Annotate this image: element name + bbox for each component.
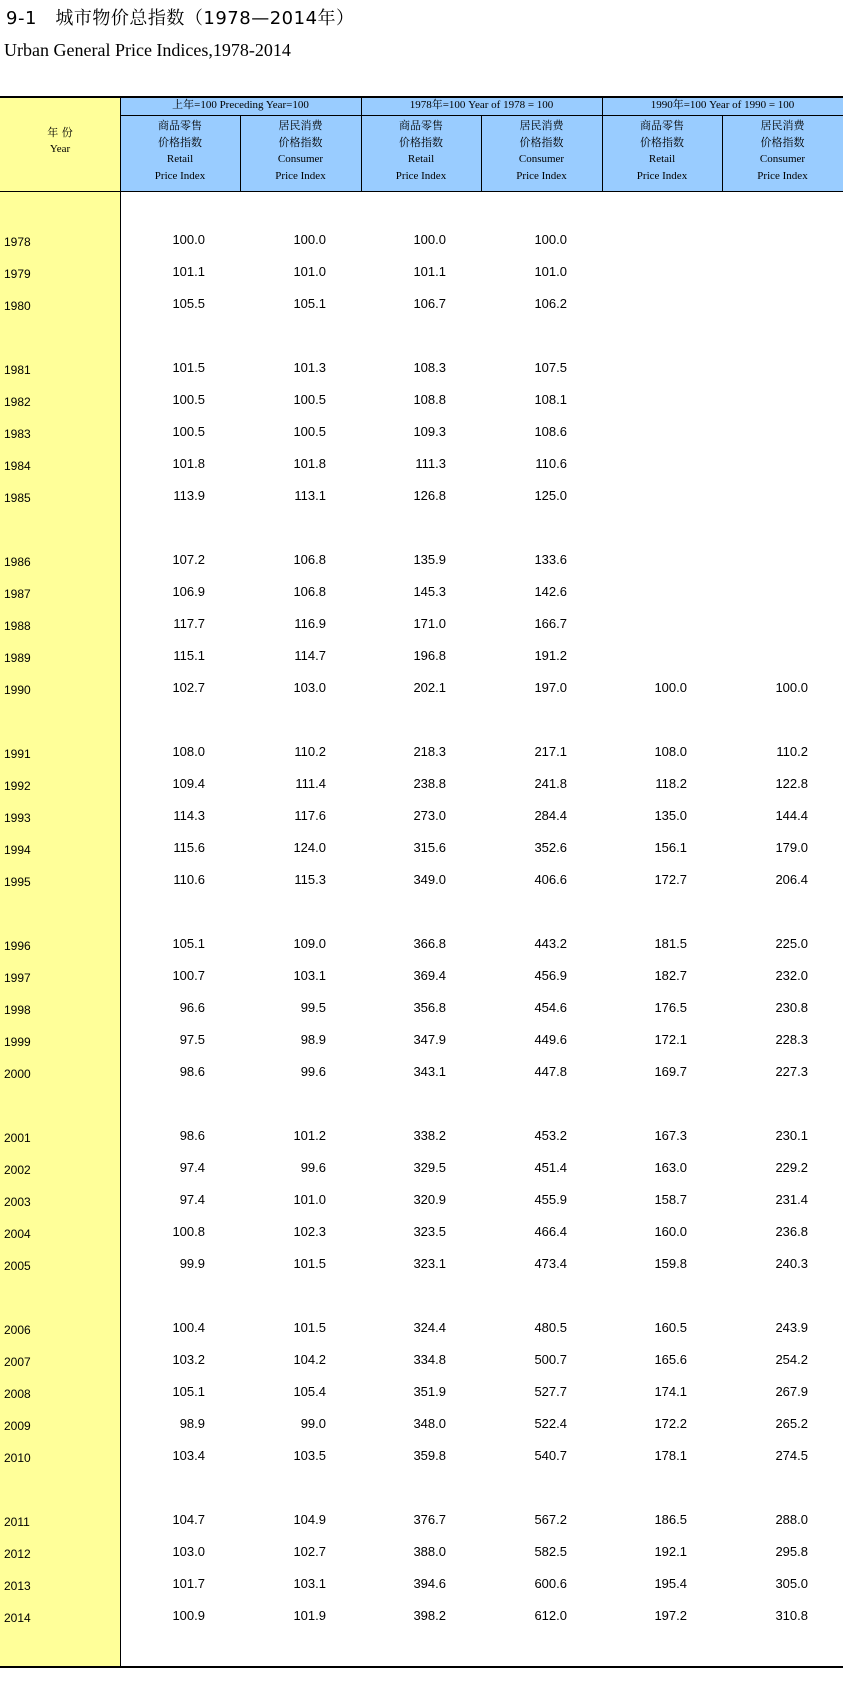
table-cell: 113.1 — [294, 488, 326, 503]
sub-header-line: Price Index — [757, 170, 808, 182]
sub-header-consumer — [240, 117, 361, 185]
table-cell: 398.2 — [413, 1608, 446, 1623]
group-divider-2 — [602, 96, 603, 192]
year-label: 1992 — [4, 779, 31, 793]
table-cell: 101.5 — [293, 1256, 326, 1271]
year-label: 1993 — [4, 811, 31, 825]
table-cell: 109.0 — [293, 936, 326, 951]
table-cell: 104.7 — [172, 1512, 205, 1527]
sub-header-line: Consumer — [759, 153, 806, 165]
table-cell: 108.0 — [172, 744, 205, 759]
table-cell: 99.9 — [179, 1256, 205, 1271]
table-cell: 349.0 — [413, 872, 446, 887]
year-label: 2007 — [4, 1355, 31, 1369]
year-header-en: Year — [49, 143, 71, 155]
page-subtitle: Urban General Price Indices,1978-2014 — [4, 40, 291, 60]
table-cell: 473.4 — [534, 1256, 567, 1271]
table-cell: 106.8 — [293, 552, 326, 567]
table-cell: 100.0 — [654, 680, 687, 695]
table-cell: 99.5 — [300, 1000, 326, 1015]
table-cell: 114.3 — [173, 808, 205, 823]
table-cell: 228.3 — [775, 1032, 808, 1047]
table-cell: 100.0 — [775, 680, 808, 695]
table-cell: 102.3 — [293, 1224, 326, 1239]
table-cell: 338.2 — [413, 1128, 446, 1143]
year-label: 1998 — [4, 1003, 31, 1017]
table-cell: 315.6 — [413, 840, 446, 855]
table-cell: 99.6 — [300, 1064, 326, 1079]
table-cell: 114.7 — [294, 648, 326, 663]
table-cell: 101.3 — [293, 360, 326, 375]
table-cell: 295.8 — [775, 1544, 808, 1559]
table-cell: 231.4 — [775, 1192, 808, 1207]
table-cell: 165.6 — [654, 1352, 687, 1367]
table-cell: 105.4 — [293, 1384, 326, 1399]
table-cell: 111.3 — [415, 456, 446, 471]
table-cell: 181.5 — [654, 936, 687, 951]
table-cell: 356.8 — [413, 1000, 446, 1015]
table-cell: 126.8 — [413, 488, 446, 503]
table-cell: 453.2 — [534, 1128, 567, 1143]
table-cell: 109.4 — [172, 776, 205, 791]
sub-header-line: Retail — [648, 153, 676, 165]
group-header-preceding-year: 上年=100 Preceding Year=100 — [172, 99, 309, 111]
table-cell: 108.3 — [413, 360, 446, 375]
table-cell: 388.0 — [413, 1544, 446, 1559]
group-divider-1 — [361, 96, 362, 192]
table-cell: 100.9 — [172, 1608, 205, 1623]
table-cell: 540.7 — [534, 1448, 567, 1463]
year-label: 2013 — [4, 1579, 31, 1593]
table-cell: 100.8 — [172, 1224, 205, 1239]
sub-header-line: 价格指数 — [640, 136, 684, 149]
year-label: 1978 — [4, 235, 31, 249]
sub-header-retail — [602, 117, 722, 185]
table-cell: 240.3 — [775, 1256, 808, 1271]
table-cell: 310.8 — [775, 1608, 808, 1623]
sub-header-line: Consumer — [277, 153, 324, 165]
table-cell: 109.3 — [413, 424, 446, 439]
table-cell: 108.6 — [534, 424, 567, 439]
table-cell: 196.8 — [413, 648, 446, 663]
sub-header-line: Price Index — [154, 170, 206, 182]
table-cell: 343.1 — [413, 1064, 446, 1079]
year-label: 2001 — [4, 1131, 31, 1145]
table-cell: 144.4 — [775, 808, 808, 823]
table-cell: 99.0 — [300, 1416, 326, 1431]
table-cell: 230.1 — [775, 1128, 808, 1143]
table-cell: 110.6 — [535, 456, 567, 471]
table-cell: 105.1 — [172, 1384, 205, 1399]
year-header — [0, 124, 120, 158]
table-cell: 176.5 — [654, 1000, 687, 1015]
table-cell: 163.0 — [654, 1160, 687, 1175]
sub-header-line: Price Index — [636, 170, 688, 182]
table-cell: 98.9 — [300, 1032, 326, 1047]
table-cell: 104.9 — [293, 1512, 326, 1527]
table-cell: 172.7 — [654, 872, 687, 887]
table-cell: 352.6 — [534, 840, 567, 855]
table-cell: 267.9 — [775, 1384, 808, 1399]
table-cell: 101.0 — [534, 264, 567, 279]
table-cell: 101.9 — [293, 1608, 326, 1623]
table-cell: 111.4 — [295, 776, 326, 791]
table-cell: 107.2 — [172, 552, 205, 567]
table-cell: 158.7 — [654, 1192, 687, 1207]
table-cell: 241.8 — [534, 776, 567, 791]
table-cell: 101.5 — [172, 360, 205, 375]
year-label: 1981 — [4, 363, 31, 377]
table-cell: 466.4 — [534, 1224, 567, 1239]
table-cell: 171.0 — [413, 616, 446, 631]
table-cell: 100.5 — [172, 392, 205, 407]
table-cell: 218.3 — [413, 744, 446, 759]
table-cell: 197.2 — [654, 1608, 687, 1623]
table-cell: 243.9 — [775, 1320, 808, 1335]
table-cell: 145.3 — [413, 584, 446, 599]
sub-header-line: 商品零售 — [399, 119, 443, 132]
table-cell: 449.6 — [534, 1032, 567, 1047]
table-cell: 160.5 — [654, 1320, 687, 1335]
year-label: 1987 — [4, 587, 31, 601]
table-cell: 192.1 — [654, 1544, 687, 1559]
table-cell: 105.1 — [293, 296, 326, 311]
table-cell: 567.2 — [534, 1512, 567, 1527]
table-cell: 229.2 — [775, 1160, 808, 1175]
table-cell: 274.5 — [775, 1448, 808, 1463]
sub-header-consumer — [722, 117, 843, 185]
table-cell: 105.5 — [172, 296, 205, 311]
year-label: 1986 — [4, 555, 31, 569]
table-cell: 178.1 — [654, 1448, 687, 1463]
year-label: 1994 — [4, 843, 31, 857]
table-cell: 156.1 — [654, 840, 687, 855]
year-label: 1991 — [4, 747, 31, 761]
year-label: 1980 — [4, 299, 31, 313]
table-cell: 320.9 — [413, 1192, 446, 1207]
sub-header-line: 价格指数 — [399, 136, 443, 149]
table-cell: 323.1 — [413, 1256, 446, 1271]
year-header-cn: 年 份 — [47, 126, 73, 139]
sub-divider-2 — [481, 115, 482, 192]
table-cell: 99.6 — [300, 1160, 326, 1175]
table-cell: 186.5 — [654, 1512, 687, 1527]
table-cell: 376.7 — [413, 1512, 446, 1527]
table-bottom-border — [0, 1666, 843, 1668]
table-cell: 324.4 — [413, 1320, 446, 1335]
table-cell: 102.7 — [293, 1544, 326, 1559]
sub-header-retail — [120, 117, 240, 185]
sub-header-line: Price Index — [275, 170, 326, 182]
sub-header-line: 商品零售 — [158, 119, 202, 132]
table-cell: 366.8 — [413, 936, 446, 951]
table-cell: 102.7 — [172, 680, 205, 695]
sub-divider-3 — [722, 115, 723, 192]
table-cell: 100.0 — [293, 232, 326, 247]
year-label: 1989 — [4, 651, 31, 665]
table-cell: 101.1 — [413, 264, 446, 279]
table-cell: 394.6 — [413, 1576, 446, 1591]
table-cell: 116.9 — [294, 616, 326, 631]
table-cell: 600.6 — [534, 1576, 567, 1591]
year-label: 2003 — [4, 1195, 31, 1209]
sub-divider-1 — [240, 115, 241, 192]
year-label: 1982 — [4, 395, 31, 409]
table-cell: 288.0 — [775, 1512, 808, 1527]
year-label: 1995 — [4, 875, 31, 889]
year-label: 1988 — [4, 619, 31, 633]
page-title: 9-1 城市物价总指数（1978—2014年） — [6, 8, 355, 29]
table-cell: 100.4 — [172, 1320, 205, 1335]
table-cell: 100.0 — [534, 232, 567, 247]
table-cell: 101.8 — [293, 456, 326, 471]
table-cell: 100.7 — [172, 968, 205, 983]
sub-header-line: 商品零售 — [640, 119, 684, 132]
year-label: 1999 — [4, 1035, 31, 1049]
sub-header-line: 价格指数 — [760, 136, 805, 149]
table-cell: 103.4 — [172, 1448, 205, 1463]
table-cell: 101.8 — [172, 456, 205, 471]
sub-header-line: 居民消费 — [760, 119, 805, 132]
table-cell: 202.1 — [413, 680, 446, 695]
table-cell: 107.5 — [534, 360, 567, 375]
sub-header-consumer — [481, 117, 602, 185]
sub-header-line: 居民消费 — [278, 119, 323, 132]
table-cell: 100.0 — [413, 232, 446, 247]
year-label: 1996 — [4, 939, 31, 953]
table-cell: 455.9 — [534, 1192, 567, 1207]
table-cell: 103.0 — [172, 1544, 205, 1559]
table-cell: 101.0 — [293, 1192, 326, 1207]
table-cell: 305.0 — [775, 1576, 808, 1591]
table-cell: 230.8 — [775, 1000, 808, 1015]
table-cell: 135.9 — [413, 552, 446, 567]
table-cell: 97.4 — [179, 1192, 205, 1207]
table-cell: 100.0 — [172, 232, 205, 247]
table-cell: 98.6 — [179, 1128, 205, 1143]
table-cell: 142.6 — [534, 584, 567, 599]
year-label: 2011 — [4, 1515, 30, 1529]
table-cell: 195.4 — [654, 1576, 687, 1591]
table-cell: 122.8 — [775, 776, 808, 791]
table-cell: 100.5 — [293, 392, 326, 407]
table-cell: 191.2 — [534, 648, 567, 663]
sub-header-line: Retail — [407, 153, 435, 165]
table-cell: 522.4 — [534, 1416, 567, 1431]
table-cell: 347.9 — [413, 1032, 446, 1047]
sub-header-line: 价格指数 — [519, 136, 564, 149]
table-cell: 101.5 — [293, 1320, 326, 1335]
sub-header-line: Consumer — [518, 153, 565, 165]
table-cell: 612.0 — [534, 1608, 567, 1623]
table-cell: 225.0 — [775, 936, 808, 951]
table-cell: 451.4 — [534, 1160, 567, 1175]
table-cell: 100.5 — [172, 424, 205, 439]
table-cell: 103.1 — [293, 1576, 326, 1591]
table-cell: 101.7 — [172, 1576, 205, 1591]
table-cell: 103.1 — [293, 968, 326, 983]
table-cell: 115.6 — [173, 840, 205, 855]
table-cell: 172.1 — [654, 1032, 687, 1047]
table-cell: 125.0 — [534, 488, 567, 503]
table-cell: 118.2 — [655, 776, 687, 791]
table-cell: 106.7 — [413, 296, 446, 311]
table-cell: 106.9 — [172, 584, 205, 599]
sub-header-retail — [361, 117, 481, 185]
table-cell: 97.5 — [179, 1032, 205, 1047]
table-cell: 334.8 — [413, 1352, 446, 1367]
year-label: 2006 — [4, 1323, 31, 1337]
table-cell: 100.5 — [293, 424, 326, 439]
table-cell: 236.8 — [775, 1224, 808, 1239]
table-cell: 133.6 — [534, 552, 567, 567]
table-cell: 500.7 — [534, 1352, 567, 1367]
year-label: 1979 — [4, 267, 31, 281]
table-cell: 166.7 — [534, 616, 567, 631]
table-cell: 110.2 — [776, 744, 808, 759]
table-cell: 113.9 — [173, 488, 205, 503]
year-label: 1985 — [4, 491, 31, 505]
table-cell: 527.7 — [534, 1384, 567, 1399]
table-cell: 117.7 — [173, 616, 205, 631]
table-cell: 108.0 — [654, 744, 687, 759]
table-cell: 206.4 — [775, 872, 808, 887]
table-cell: 110.2 — [294, 744, 326, 759]
table-cell: 174.1 — [654, 1384, 687, 1399]
header-bottom-border — [0, 191, 843, 192]
table-cell: 351.9 — [413, 1384, 446, 1399]
table-cell: 254.2 — [775, 1352, 808, 1367]
table-cell: 108.1 — [534, 392, 567, 407]
table-cell: 265.2 — [775, 1416, 808, 1431]
table-cell: 443.2 — [534, 936, 567, 951]
table-cell: 101.0 — [293, 264, 326, 279]
table-cell: 117.6 — [294, 808, 326, 823]
group-header-1978: 1978年=100 Year of 1978 = 100 — [409, 99, 554, 111]
table-cell: 101.1 — [172, 264, 205, 279]
table-cell: 104.2 — [293, 1352, 326, 1367]
table-cell: 101.2 — [293, 1128, 326, 1143]
table-cell: 115.3 — [294, 872, 326, 887]
table-cell: 456.9 — [534, 968, 567, 983]
sub-header-line: Price Index — [516, 170, 567, 182]
table-cell: 115.1 — [173, 648, 205, 663]
table-cell: 159.8 — [654, 1256, 687, 1271]
table-cell: 98.6 — [179, 1064, 205, 1079]
table-cell: 160.0 — [654, 1224, 687, 1239]
table-cell: 110.6 — [173, 872, 205, 887]
table-cell: 98.9 — [179, 1416, 205, 1431]
table-cell: 447.8 — [534, 1064, 567, 1079]
year-label: 2000 — [4, 1067, 31, 1081]
table-cell: 103.5 — [293, 1448, 326, 1463]
table-cell: 273.0 — [413, 808, 446, 823]
year-label: 2010 — [4, 1451, 31, 1465]
table-cell: 238.8 — [413, 776, 446, 791]
table-cell: 284.4 — [534, 808, 567, 823]
table-cell: 97.4 — [179, 1160, 205, 1175]
table-cell: 323.5 — [413, 1224, 446, 1239]
table-cell: 169.7 — [654, 1064, 687, 1079]
table-cell: 96.6 — [179, 1000, 205, 1015]
table-cell: 124.0 — [293, 840, 326, 855]
year-label: 2004 — [4, 1227, 31, 1241]
group-header-1990: 1990年=100 Year of 1990 = 100 — [650, 99, 795, 111]
table-cell: 480.5 — [534, 1320, 567, 1335]
table-cell: 329.5 — [413, 1160, 446, 1175]
table-cell: 406.6 — [534, 872, 567, 887]
year-column-divider — [120, 96, 121, 1667]
table-cell: 106.2 — [534, 296, 567, 311]
table-cell: 172.2 — [654, 1416, 687, 1431]
table-cell: 348.0 — [413, 1416, 446, 1431]
sub-header-line: 居民消费 — [519, 119, 564, 132]
table-cell: 103.2 — [172, 1352, 205, 1367]
sub-header-line: Price Index — [395, 170, 447, 182]
year-label: 2009 — [4, 1419, 31, 1433]
table-cell: 182.7 — [654, 968, 687, 983]
year-label: 1984 — [4, 459, 31, 473]
table-top-border — [0, 96, 843, 98]
table-cell: 179.0 — [775, 840, 808, 855]
table-cell: 369.4 — [413, 968, 446, 983]
table-cell: 108.8 — [413, 392, 446, 407]
table-cell: 135.0 — [654, 808, 687, 823]
table-cell: 227.3 — [775, 1064, 808, 1079]
table-cell: 454.6 — [534, 1000, 567, 1015]
year-label: 2012 — [4, 1547, 31, 1561]
year-label: 2014 — [4, 1611, 31, 1625]
table-cell: 106.8 — [293, 584, 326, 599]
table-cell: 582.5 — [534, 1544, 567, 1559]
sub-header-line: 价格指数 — [278, 136, 323, 149]
table-cell: 232.0 — [775, 968, 808, 983]
year-label: 2005 — [4, 1259, 31, 1273]
table-cell: 105.1 — [172, 936, 205, 951]
sub-header-line: 价格指数 — [158, 136, 202, 149]
year-label: 2002 — [4, 1163, 31, 1177]
table-cell: 197.0 — [534, 680, 567, 695]
table-cell: 359.8 — [413, 1448, 446, 1463]
sub-header-line: Retail — [166, 153, 194, 165]
year-label: 1983 — [4, 427, 31, 441]
year-label: 1997 — [4, 971, 31, 985]
year-label: 2008 — [4, 1387, 31, 1401]
year-label: 1990 — [4, 683, 31, 697]
table-cell: 217.1 — [534, 744, 567, 759]
table-cell: 103.0 — [293, 680, 326, 695]
table-cell: 167.3 — [654, 1128, 687, 1143]
